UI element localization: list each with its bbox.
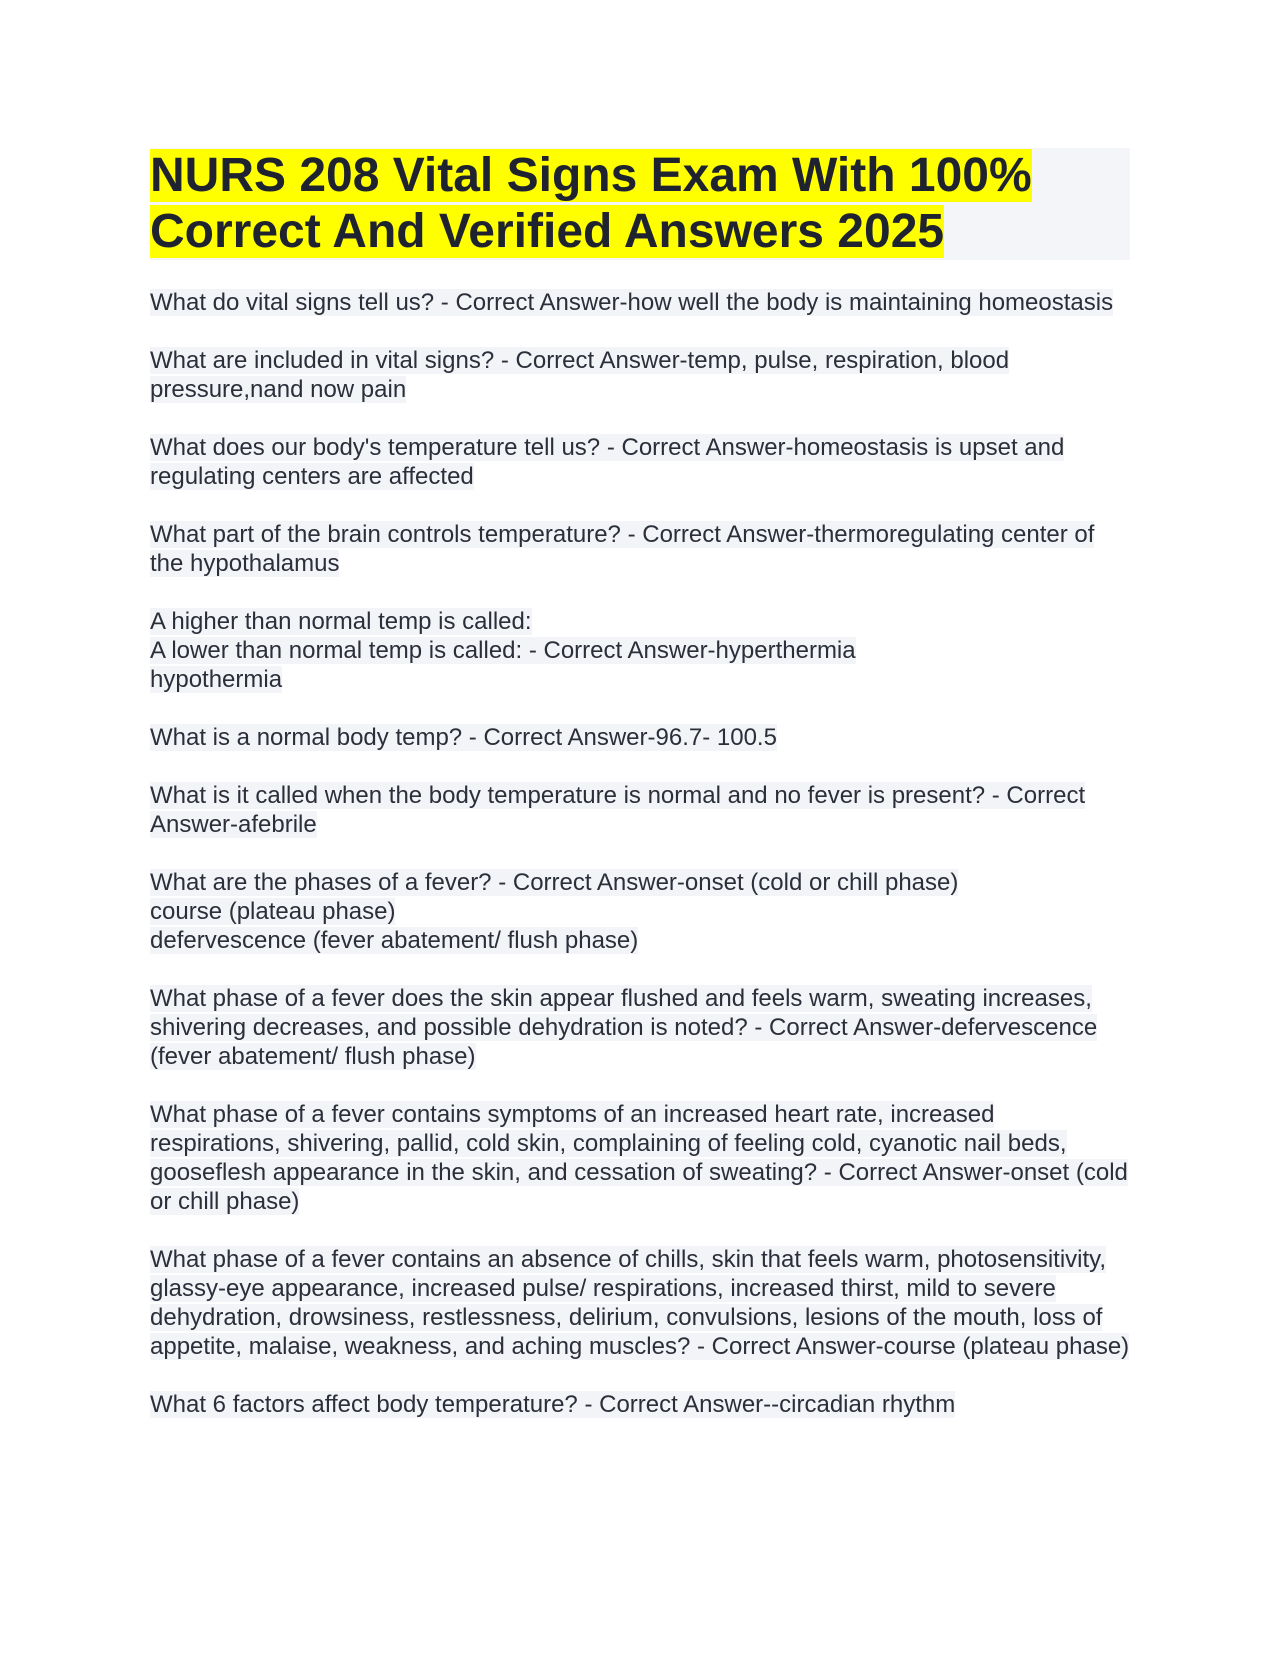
qa-text: What phase of a fever does the skin appear flushed and feels warm, sweating increases, shivering decreases, and possible dehydration is noted? - Correct Answer-defervescence (fever abatement/ flush phase): [150, 985, 1098, 1070]
qa-item: [150, 1390, 1130, 1419]
qa-item: [150, 723, 1130, 752]
qa-text: What does our body's temperature tell us? - Correct Answer-homeostasis is upset and regulating centers are affected: [150, 434, 1065, 490]
qa-list: [150, 288, 1130, 1419]
qa-text: What is a normal body temp? - Correct Answer-96.7- 100.5: [150, 724, 777, 751]
qa-item: [150, 288, 1130, 317]
qa-text: What phase of a fever contains symptoms of an increased heart rate, increased respirations, shivering, pallid, cold skin, complaining of feeling cold, cyanotic nail beds, gooseflesh appearance in the skin, and cessation of sweating? - Correct Answer-onset (cold or chill phase): [150, 1101, 1128, 1215]
qa-item: [150, 868, 1130, 955]
qa-text: What phase of a fever contains an absence of chills, skin that feels warm, photosensitivity, glassy-eye appearance, increased pulse/ respirations, increased thirst, mild to severe dehydration, drowsiness, restlessness, delirium, convulsions, lesions of the mouth, loss of appetite, malaise, weakness, and aching muscles? - Correct Answer-course (plateau phase): [150, 1246, 1130, 1360]
qa-text: What 6 factors affect body temperature? - Correct Answer--circadian rhythm: [150, 1391, 956, 1418]
document-content: [150, 148, 1130, 1448]
qa-text: What are included in vital signs? - Correct Answer-temp, pulse, respiration, blood pressure,nand now pain: [150, 347, 1010, 403]
qa-text: What part of the brain controls temperature? - Correct Answer-thermoregulating center of the hypothalamus: [150, 521, 1095, 577]
qa-item: [150, 433, 1130, 491]
document-title: [150, 148, 1130, 260]
qa-text: What are the phases of a fever? - Correct Answer-onset (cold or chill phase) course (plateau phase) defervescence (fever abatement/ flush phase): [150, 869, 959, 954]
qa-item: [150, 781, 1130, 839]
qa-text: A higher than normal temp is called: A lower than normal temp is called: - Correct Answer-hyperthermia hypothermia: [150, 608, 856, 693]
title-block: [150, 148, 1130, 260]
qa-item: [150, 984, 1130, 1071]
title-highlight: NURS 208 Vital Signs Exam With 100% Correct And Verified Answers 2025: [150, 149, 1032, 258]
qa-item: [150, 607, 1130, 694]
qa-item: [150, 346, 1130, 404]
qa-item: [150, 1100, 1130, 1216]
qa-text: What do vital signs tell us? - Correct Answer-how well the body is maintaining homeostasis: [150, 289, 1114, 316]
qa-item: [150, 1245, 1130, 1361]
qa-text: What is it called when the body temperature is normal and no fever is present? - Correct Answer-afebrile: [150, 782, 1086, 838]
qa-item: [150, 520, 1130, 578]
